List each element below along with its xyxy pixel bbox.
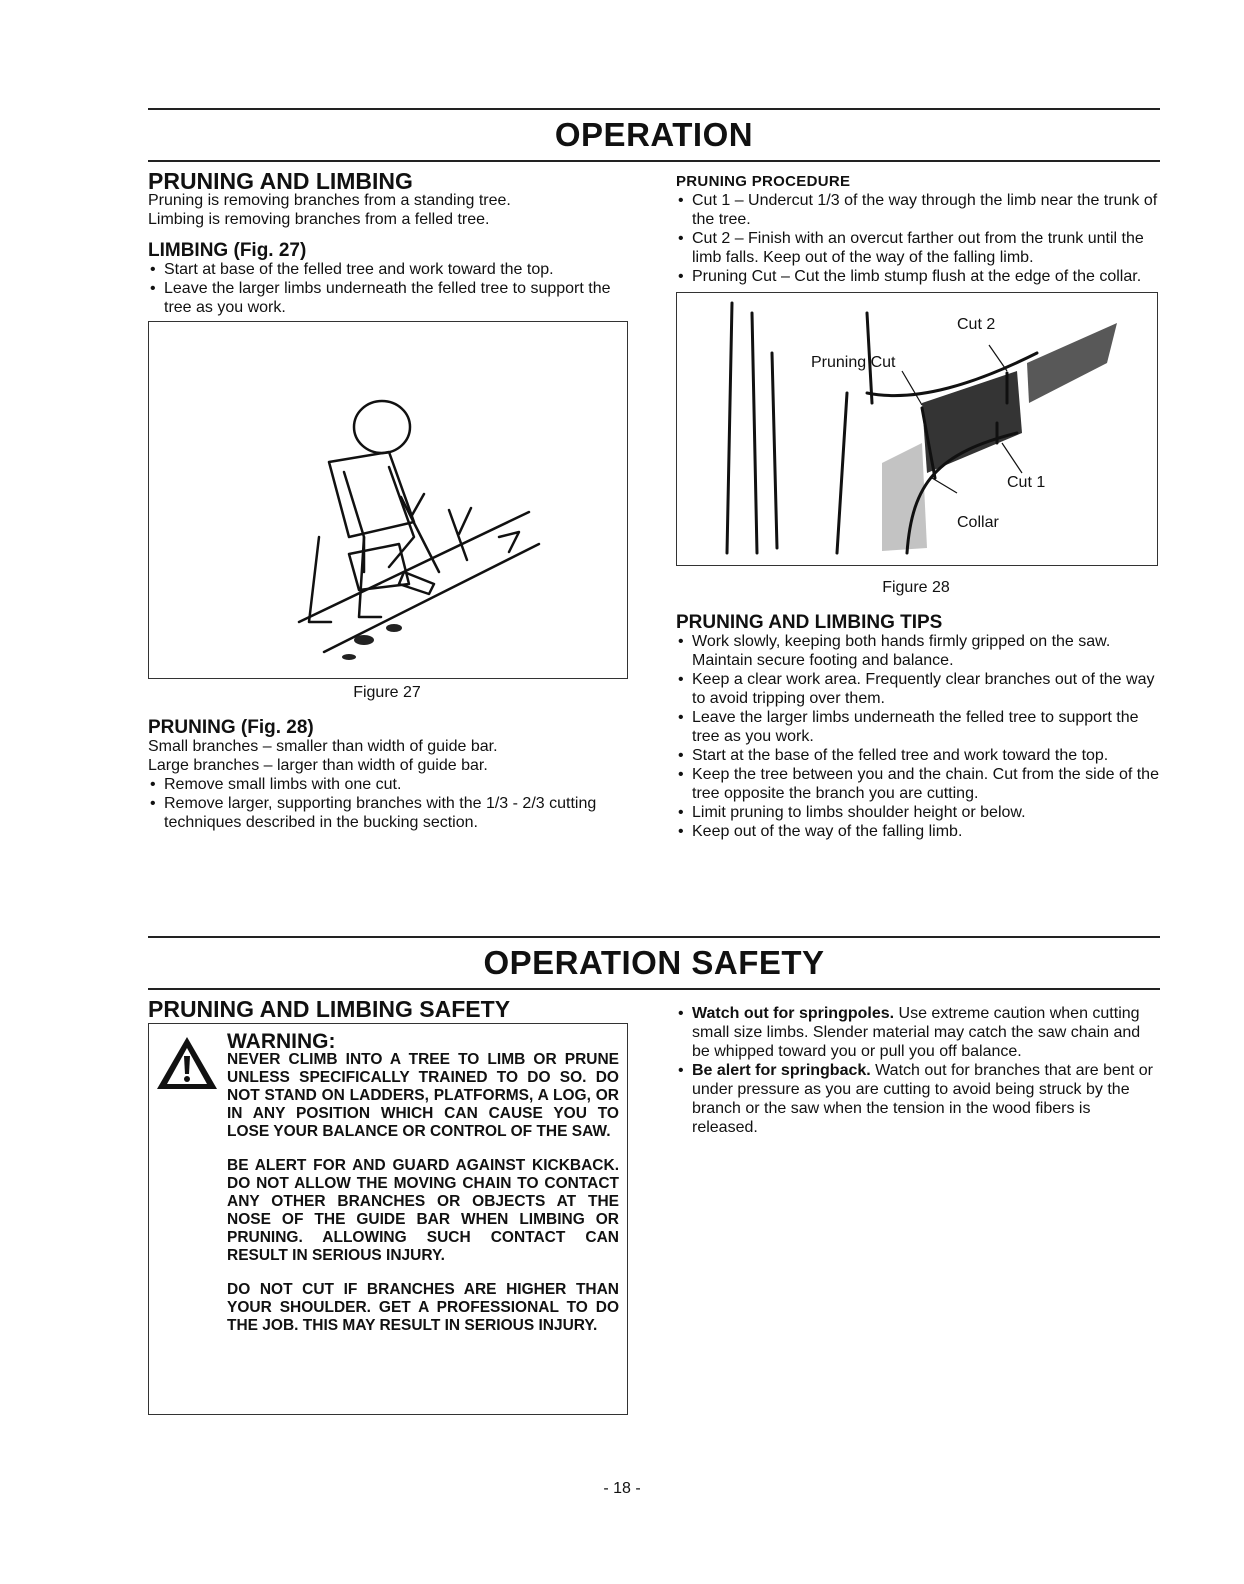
list-item: • Leave the larger limbs underneath the felled tree to support the tree as you work. bbox=[676, 708, 1160, 746]
cut-2-pointer bbox=[989, 345, 1007, 371]
label-cut-2: Cut 2 bbox=[957, 316, 996, 333]
section-title-operation: OPERATION bbox=[554, 116, 754, 153]
intro-line: Pruning is removing branches from a standing tree. bbox=[148, 192, 511, 209]
list-item: • Leave the larger limbs underneath the felled tree to support the tree as you work. bbox=[148, 279, 630, 317]
worker-body bbox=[329, 452, 414, 537]
list-item: • Keep a clear work area. Frequently clear branches out of the way to avoid tripping over them. bbox=[676, 670, 1160, 708]
warning-content bbox=[227, 1032, 619, 1335]
warning-paragraph: NEVER CLIMB INTO A TREE TO LIMB OR PRUNE UNLESS SPECIFICALLY TRAINED TO DO SO. DO NOT STAND ON LADDERS, PLATFORMS, A LOG, OR IN ANY POSITION WHICH CAN CAUSE YOU TO LOSE YOUR BALANCE OR CONTROL OF THE SAW. bbox=[227, 1051, 619, 1140]
safety-top-rule bbox=[148, 936, 1160, 938]
limb-tip bbox=[1027, 323, 1117, 403]
safety-heading: PRUNING AND LIMBING SAFETY bbox=[148, 996, 511, 1022]
list-item bbox=[676, 1004, 1160, 1061]
figure-28-illustration bbox=[677, 293, 1157, 565]
pruning-cut-pointer bbox=[902, 371, 922, 405]
pruning-limbing-heading: PRUNING AND LIMBING bbox=[148, 168, 413, 194]
list-item: • Cut 2 – Finish with an overcut farther out from the trunk until the limb falls. Keep out of the way of the falling limb. bbox=[676, 229, 1160, 267]
springback-text: Watch out for branches that are bent or under pressure as you are cutting to avoid being struck by the branch or the saw when the tension in the wood fibers is released. bbox=[692, 1062, 1153, 1136]
springpoles-lead: Watch out for springpoles. bbox=[692, 1005, 895, 1022]
limbing-heading: LIMBING (Fig. 27) bbox=[148, 240, 307, 261]
branch bbox=[401, 494, 439, 572]
operation-rule bbox=[148, 160, 1160, 162]
pruning-list bbox=[148, 775, 630, 832]
safety-list bbox=[676, 1004, 1160, 1137]
pruning-line: Small branches – smaller than width of guide bar. bbox=[148, 738, 498, 755]
list-item: • Start at base of the felled tree and work toward the top. bbox=[148, 260, 630, 279]
cut-1-pointer bbox=[1002, 443, 1022, 473]
procedure-list bbox=[676, 191, 1160, 286]
springpoles-text: Use extreme caution when cutting small size limbs. Slender material may catch the saw chain and be whipped toward you or pull you off balance. bbox=[692, 1005, 1141, 1060]
label-cut-1: Cut 1 bbox=[1007, 474, 1046, 491]
pruning-line: Large branches – larger than width of guide bar. bbox=[148, 757, 488, 774]
list-item: • Pruning Cut – Cut the limb stump flush at the edge of the collar. bbox=[676, 267, 1160, 286]
procedure-heading: PRUNING PROCEDURE bbox=[676, 173, 851, 190]
branch bbox=[449, 508, 471, 560]
figure-27-illustration bbox=[149, 322, 627, 678]
worker-arm bbox=[344, 472, 364, 572]
list-item: • Start at the base of the felled tree and work toward the top. bbox=[676, 746, 1160, 765]
warning-label: WARNING: bbox=[227, 1030, 336, 1053]
list-item: • Remove larger, supporting branches with the 1/3 - 2/3 cutting techniques described in the bucking section. bbox=[148, 794, 630, 832]
limb-bark bbox=[922, 371, 1022, 473]
wood-chip bbox=[386, 624, 402, 632]
tips-list bbox=[676, 632, 1160, 841]
limbing-list bbox=[148, 260, 630, 317]
safety-left-column bbox=[148, 996, 630, 1415]
felled-log-bottom bbox=[324, 544, 539, 652]
list-item: • Keep the tree between you and the chain. Cut from the side of the tree opposite the branch you are cutting. bbox=[676, 765, 1160, 803]
pruning-heading: PRUNING (Fig. 28) bbox=[148, 717, 314, 738]
list-item: • Remove small limbs with one cut. bbox=[148, 775, 630, 794]
background-tree bbox=[727, 303, 777, 553]
worker-head bbox=[354, 401, 410, 453]
warning-paragraph: DO NOT CUT IF BRANCHES ARE HIGHER THAN YOUR SHOULDER. GET A PROFESSIONAL TO DO THE JOB. THIS MAY RESULT IN SERIOUS INJURY. bbox=[227, 1281, 619, 1334]
right-column bbox=[676, 172, 1160, 841]
springback-lead: Be alert for springback. bbox=[692, 1062, 871, 1079]
safety-right-column bbox=[676, 1004, 1160, 1137]
trunk-left bbox=[837, 393, 847, 553]
branch bbox=[499, 532, 519, 552]
page-number: - 18 - bbox=[603, 1480, 641, 1497]
top-rule bbox=[148, 108, 1160, 110]
section-title-operation-safety: OPERATION SAFETY bbox=[483, 944, 825, 981]
figure-28-caption: Figure 28 bbox=[882, 579, 950, 596]
figure-27 bbox=[148, 321, 628, 679]
intro-line: Limbing is removing branches from a felled tree. bbox=[148, 211, 490, 228]
guide-bar bbox=[399, 572, 434, 594]
list-item: • Keep out of the way of the falling limb. bbox=[676, 822, 1160, 841]
list-item bbox=[676, 1061, 1160, 1137]
list-item: • Limit pruning to limbs shoulder height or below. bbox=[676, 803, 1160, 822]
label-pruning-cut: Pruning Cut bbox=[811, 354, 896, 371]
left-column bbox=[148, 168, 630, 832]
list-item: • Work slowly, keeping both hands firmly gripped on the saw. Maintain secure footing and balance. bbox=[676, 632, 1160, 670]
wood-chip bbox=[342, 654, 356, 660]
wood-chip bbox=[354, 635, 374, 645]
figure-28 bbox=[676, 292, 1158, 566]
figure-27-caption: Figure 27 bbox=[353, 684, 421, 701]
label-collar: Collar bbox=[957, 514, 999, 531]
warning-paragraph: BE ALERT FOR AND GUARD AGAINST KICKBACK. DO NOT ALLOW THE MOVING CHAIN TO CONTACT ANY OTHER BRANCHES OR OBJECTS AT THE NOSE OF THE GUIDE BAR WHEN LIMBING OR PRUNING. ALLOWING SUCH CONTACT CAN RESULT IN SERIOUS INJURY. bbox=[227, 1157, 619, 1264]
collar-pointer bbox=[932, 478, 957, 493]
collar-shade bbox=[882, 443, 927, 551]
tips-heading: PRUNING AND LIMBING TIPS bbox=[676, 612, 943, 633]
warning-triangle-icon bbox=[155, 1034, 219, 1092]
warning-box bbox=[148, 1023, 628, 1415]
safety-rule bbox=[148, 988, 1160, 990]
list-item: • Cut 1 – Undercut 1/3 of the way through the limb near the trunk of the tree. bbox=[676, 191, 1160, 229]
